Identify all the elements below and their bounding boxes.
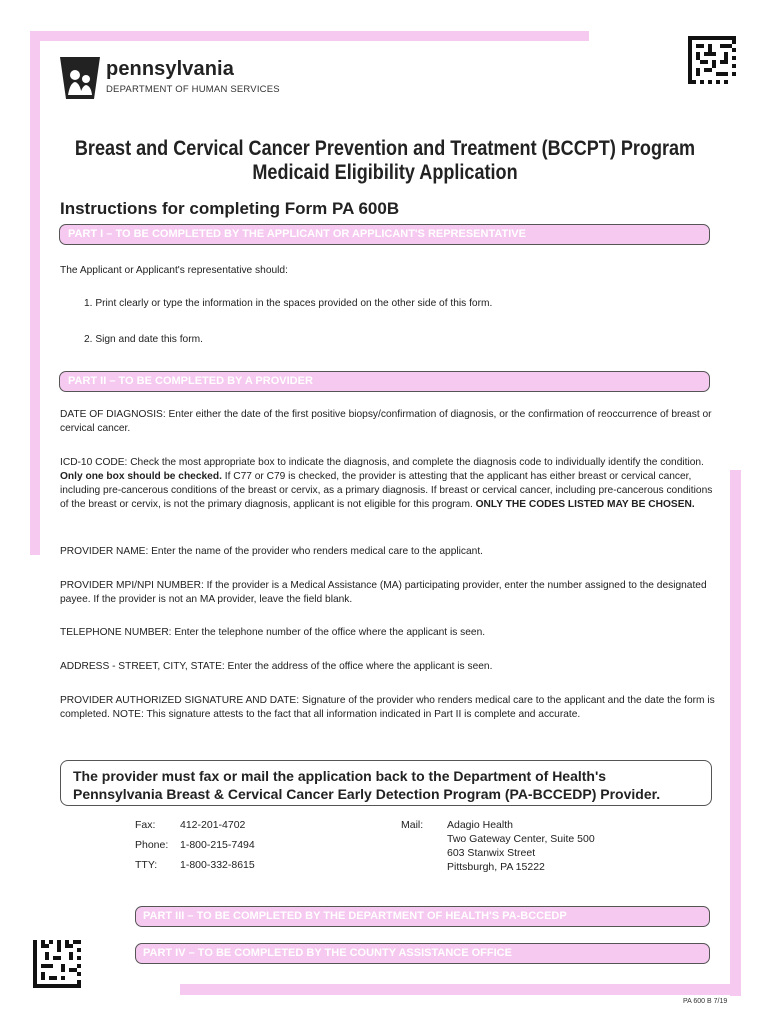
decorative-border-bottom: [180, 984, 741, 995]
date-of-diagnosis-instruction: DATE OF DIAGNOSIS: Enter either the date of the first positive biopsy/confirmation of diagnosis, or the confirmation of reoccurrence of breast or cervical cancer.: [60, 409, 712, 434]
fax-mail-notice: [60, 760, 712, 806]
tty-label: TTY:: [135, 859, 158, 871]
icd10-bold-one-box: Only one box should be checked.: [60, 471, 222, 482]
pa-keystone-logo-icon: [58, 55, 102, 101]
part1-step-2: 2. Sign and date this form.: [84, 334, 203, 345]
notice-line-2: Pennsylvania Breast & Cervical Cancer Early Detection Program (PA-BCCEDP) Provider.: [73, 786, 661, 802]
address-instruction: ADDRESS - STREET, CITY, STATE: Enter the address of the office where the applicant is seen.: [60, 661, 493, 672]
mail-address-line: 603 Stanwix Street: [447, 847, 536, 859]
form-number-footer: PA 600 B 7/19: [683, 998, 728, 1005]
instructions-heading: Instructions for completing Form PA 600B: [60, 199, 400, 218]
part1-intro: The Applicant or Applicant's representative should:: [60, 265, 288, 276]
phone-number: 1-800-215-7494: [180, 839, 255, 851]
telephone-instruction: TELEPHONE NUMBER: Enter the telephone number of the office where the applicant is seen.: [60, 627, 486, 638]
fax-number: 412-201-4702: [180, 819, 246, 831]
decorative-border-right: [730, 470, 741, 996]
part3-heading-bar: PART III – TO BE COMPLETED BY THE DEPARTMENT OF HEALTH'S PA-BCCEDP: [135, 906, 710, 927]
mail-address-line: Adagio Health: [447, 819, 513, 831]
barcode-top-icon: [688, 36, 736, 84]
icd10-text-b: If C77 or C79 is checked, the provider is attesting that the applicant has either breast or cervical cancer, including pre-cancerous conditions of the breast or cervix, as a primary diagnosis. If breast or cervical cancer, including pre-cancerous conditions of the breast or cervix, is not the primary diagnosis, applicant is not eligible for this program.: [60, 471, 713, 510]
form-title: Breast and Cervical Cancer Prevention and Treatment (BCCPT) Program: [74, 137, 696, 160]
part4-heading-bar: PART IV – TO BE COMPLETED BY THE COUNTY ASSISTANCE OFFICE: [135, 943, 710, 964]
part1-heading-bar: PART I – TO BE COMPLETED BY THE APPLICANT OR APPLICANT'S REPRESENTATIVE: [59, 224, 710, 245]
provider-mpi-instruction: PROVIDER MPI/NPI NUMBER: If the provider is a Medical Assistance (MA) participating provider, enter the number assigned to the designated payee. If the provider is not an MA provider, leave the field blank.: [60, 580, 707, 605]
icd10-text-a: ICD-10 CODE: Check the most appropriate box to indicate the diagnosis, and complete the diagnosis code to individually identify the condition.: [60, 457, 704, 468]
signature-instruction: PROVIDER AUTHORIZED SIGNATURE AND DATE: Signature of the provider who renders medical care to the applicant and the date the form is completed. NOTE: This signature attests to the fact that all information indicated in Part II is complete and accurate.: [60, 695, 715, 720]
fax-label: Fax:: [135, 819, 156, 831]
notice-line-1: The provider must fax or mail the application back to the Department of Health's: [73, 768, 607, 784]
phone-label: Phone:: [135, 839, 169, 851]
tty-number: 1-800-332-8615: [180, 859, 255, 871]
part1-step-1: 1. Print clearly or type the information in the spaces provided on the other side of this form.: [84, 298, 493, 309]
brand-name: pennsylvania: [106, 58, 234, 80]
icd10-code-instruction: [60, 456, 720, 512]
icd10-bold-codes-only: ONLY THE CODES LISTED MAY BE CHOSEN.: [475, 499, 695, 510]
decorative-border-top: [30, 31, 589, 41]
decorative-border-left: [30, 31, 40, 555]
provider-name-instruction: PROVIDER NAME: Enter the name of the provider who renders medical care to the applicant.: [60, 546, 483, 557]
mail-label: Mail:: [401, 819, 424, 831]
barcode-bottom-icon: [33, 940, 81, 988]
mail-address-line: Two Gateway Center, Suite 500: [447, 833, 595, 845]
department-name: DEPARTMENT OF HUMAN SERVICES: [106, 84, 280, 95]
part2-heading-bar: PART II – TO BE COMPLETED BY A PROVIDER: [59, 371, 710, 392]
mail-address-line: Pittsburgh, PA 15222: [447, 861, 545, 873]
form-subtitle: Medicaid Eligibility Application: [252, 161, 518, 184]
